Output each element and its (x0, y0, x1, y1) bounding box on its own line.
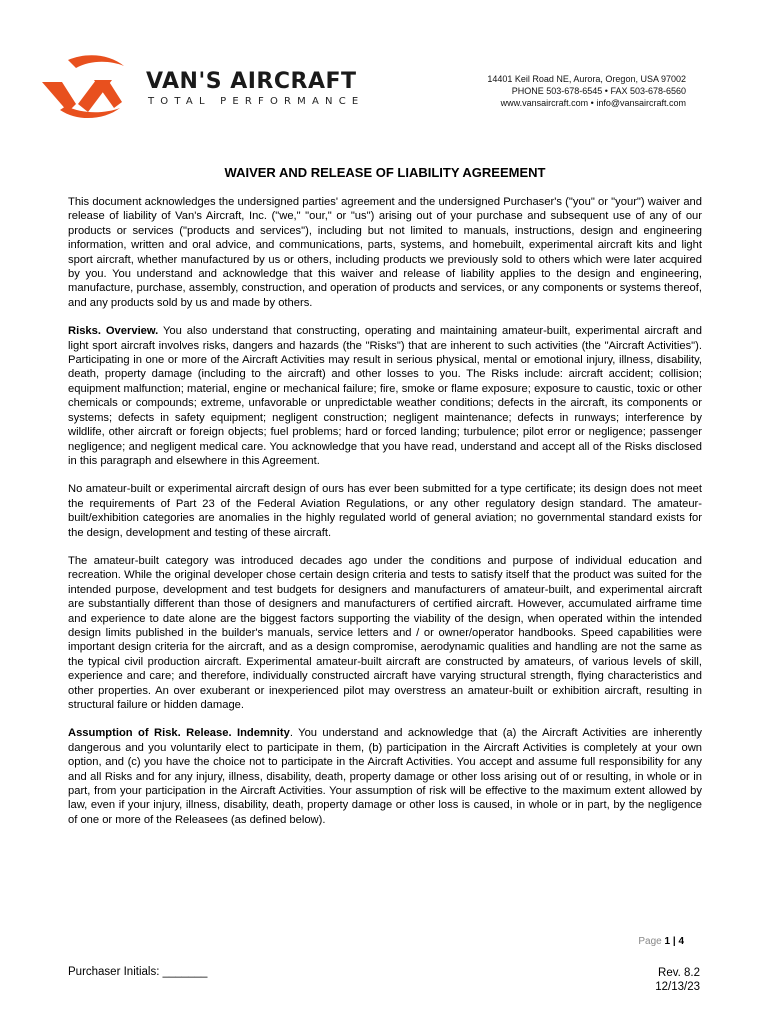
letterhead (0, 0, 770, 130)
vans-swoosh-icon (38, 52, 148, 122)
page-current: 1 (664, 936, 671, 947)
page-total: 4 (678, 936, 684, 947)
revision-date: 12/13/23 (655, 981, 700, 993)
web-email: www.vansaircraft.com • info@vansaircraft.com (500, 98, 686, 108)
assumption-heading: Assumption of Risk. Release. Indemnity (68, 727, 290, 740)
phone-fax: PHONE 503-678-6545 • FAX 503-678-6560 (511, 86, 686, 96)
paragraph-assumption-of-risk (68, 726, 702, 827)
document-title: WAIVER AND RELEASE OF LIABILITY AGREEMENT (224, 165, 546, 180)
brand-name: VAN'S AIRCRAFT (146, 69, 357, 94)
page-label: Page (638, 936, 662, 947)
paragraph-intro: This document acknowledges the undersigned parties' agreement and the undersigned Purchaser's ("you" or "your") waiver and release of liability of Van's Aircraft, Inc. ("we," "our," or "us") arising out of your purchase and subsequent use of any of our products or services ("products and services"), including but not limited to manuals, instructions, design and engineering information, written and oral advice, and communications, parts, systems, and homebuilt, experimental aircraft kits and light sport aircraft, whether manufactured by us or others, including products we previously sold to others which were later acquired by you. You understand and acknowledge that this waiver and release of liability applies to the design and engineering, manufacture, purchase, assembly, construction, and operation of products and services, or any components or systems thereof, and any products sold by us and made by others. (68, 196, 702, 309)
brand-tagline: TOTAL PERFORMANCE (148, 96, 365, 107)
address: 14401 Keil Road NE, Aurora, Oregon, USA 97002 (487, 74, 686, 84)
risks-text: You also understand that constructing, operating and maintaining amateur-built, experimental aircraft and light sport aircraft involves risks, dangers and hazards (the "Risks") that are inherent to such activities (the "Aircraft Activities"). Participating in one or more of the Aircraft Activities may result in serious physical, mental or emotional injury, illness, disability, death, property damage (including to the aircraft) and other losses to you. The Risks include: aircraft accident; collision; equipment malfunction; material, engine or mechanical failure; fire, smoke or flame exposure; exposure to caustic, toxic or other chemicals or compounds; extreme, unfavorable or unpredictable weather conditions; defects in the aircraft, its components or systems; defects in safety equipment; negligent construction; negligent maintenance; defects in runways; interference by wildlife, other aircraft or foreign objects; fuel problems; hard or forced landing; turbulence; pilot error or negligence; passenger negligence; and negligent medical care. You acknowledge that you have read, understand and accept all of the Risks disclosed in this paragraph and elsewhere in this Agreement. (68, 325, 702, 467)
purchaser-initials: Purchaser Initials: _______ (68, 966, 208, 978)
revision-block (655, 966, 700, 994)
assumption-text: . You understand and acknowledge that (a) the Aircraft Activities are inherently dangerous and you voluntarily elect to participate in them, (b) participation in the Aircraft Activities is completely at your own option, and (c) you have the choice not to participate in the Aircraft Activities. You accept and assume full responsibility for any and all Risks and for any injury, illness, disability, death, property damage or other loss arising out of or resulting, in whole or in part, from your participation in the Aircraft Activities. Your assumption of risk will be effective to the maximum extent allowed by law, even if your injury, illness, disability, death, property damage or other loss is caused, in whole or in part, by the negligence of one or more of the Releasees (as defined below). (68, 727, 702, 826)
page-separator: | (672, 936, 676, 947)
paragraph-risks (68, 324, 702, 468)
risks-heading: Risks. Overview. (68, 325, 159, 338)
contact-block (487, 73, 686, 109)
paragraph-amateur-built: The amateur-built category was introduced decades ago under the conditions and purpose of individual education and recreation. While the original developer chose certain design criteria and tests to satisfy itself that the product was suited for the intended purpose, development and test budgets for designers and manufacturers of amateur-built, and experimental aircraft are substantially different than those of designers and manufacturers of certified aircraft. However, accumulated airframe time and experience to date alone are the biggest factors supporting the viability of the design, when operated within the intended design limits published in the builder's manuals, service letters and / or owner/operator handbooks. Speed capabilities were important design criteria for the aircraft, and as a design compromise, aerodynamic qualities and handling are not the same as the typical civil production aircraft. Experimental amateur-built aircraft are constructed by amateurs, of various levels of skill, experience and care; and therefore, individually constructed aircraft have varying structural strength, flying characteristics and other properties. An over exuberant or inexperienced pilot may overstress an amateur-built or exhibition aircraft, resulting in structural failure or hidden damage. (68, 554, 702, 711)
paragraph-type-certificate: No amateur-built or experimental aircraft design of ours has ever been submitted for a type certificate; its design does not meet the requirements of Part 23 of the Federal Aviation Regulations, or any other regulatory design standard. The amateur-built/exhibition categories are anomalies in the highly regulated world of general aviation; no governmental standard exists for the design, development and testing of these aircraft. (68, 483, 702, 539)
vans-aircraft-logo (38, 52, 365, 122)
revision-number: Rev. 8.2 (658, 967, 700, 979)
page-number (638, 936, 684, 947)
agreement-body (68, 195, 702, 841)
